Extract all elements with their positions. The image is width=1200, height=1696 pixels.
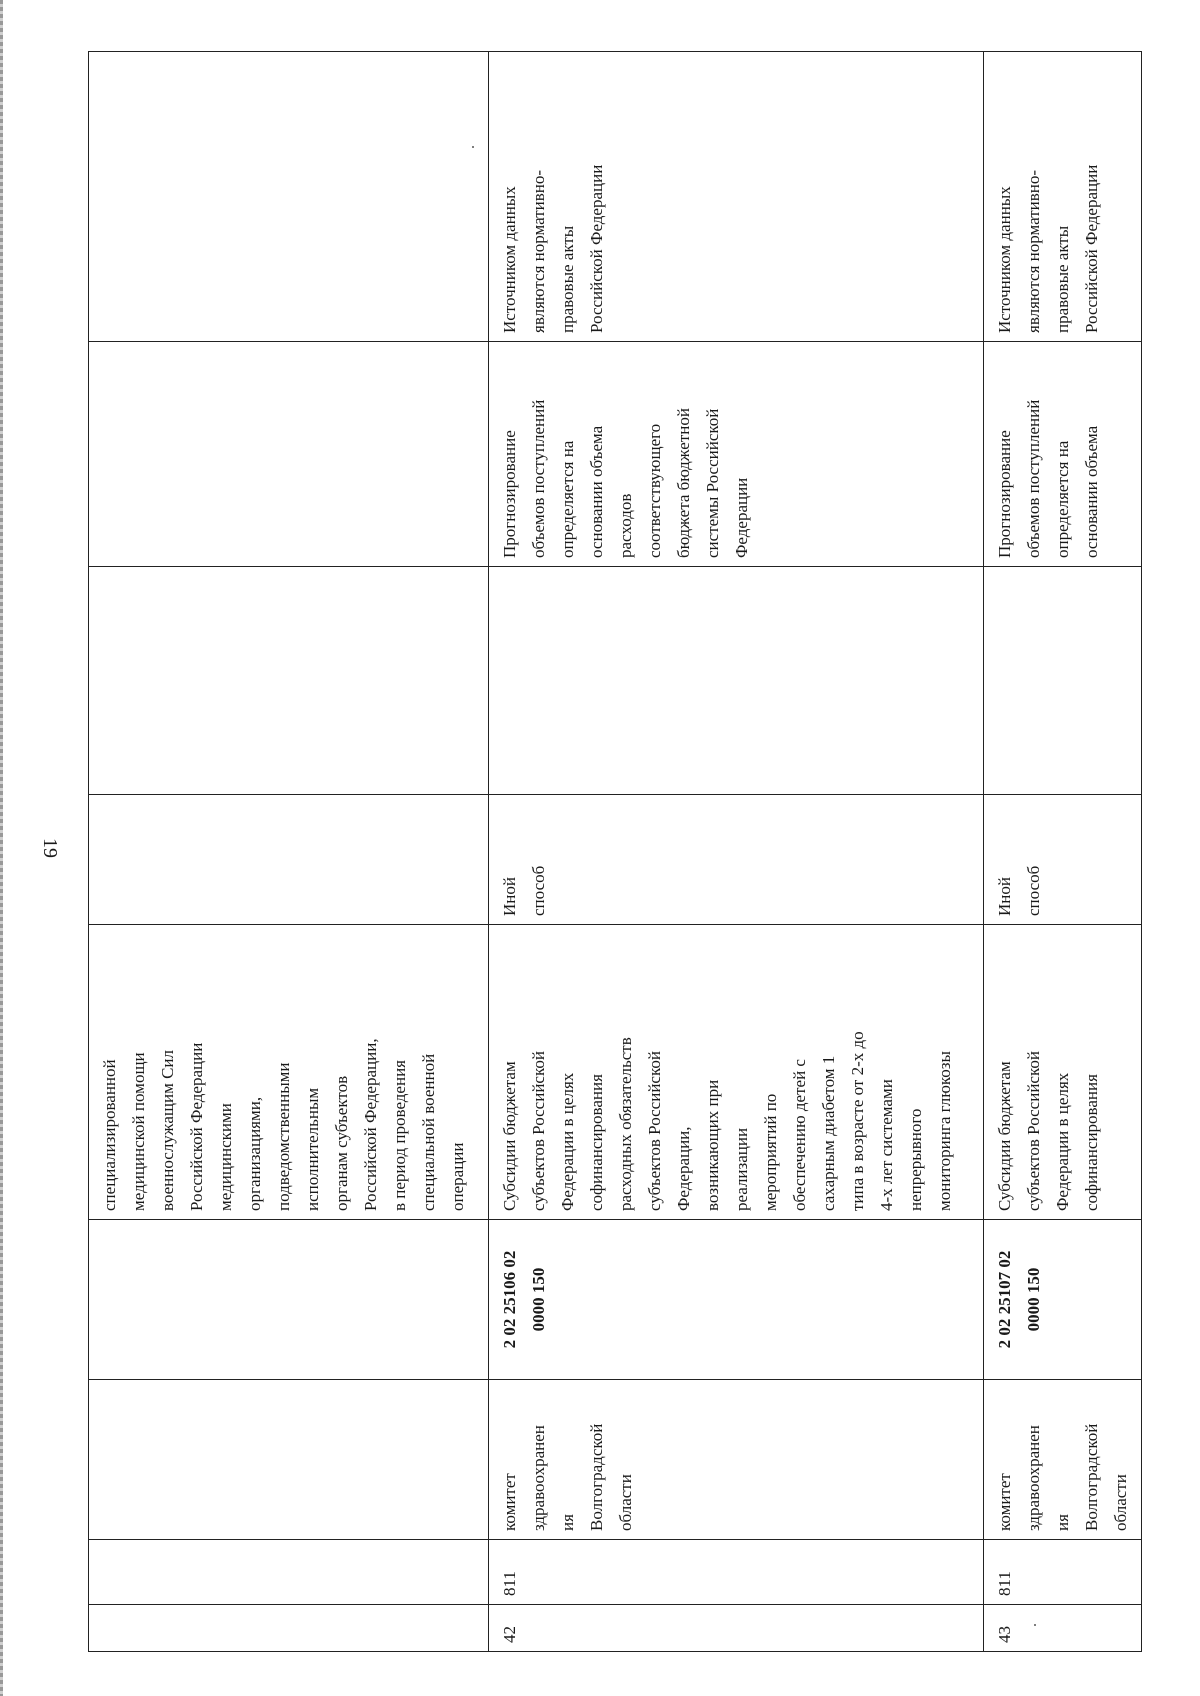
income-sources-table (88, 51, 1142, 1652)
table-row (489, 52, 984, 1652)
income-code-cell: 2 02 25107 02 0000 150 (984, 1220, 1142, 1380)
income-name-cell: Субсидии бюджетам субъектов Российской Федерации в целях софинансирования (984, 925, 1142, 1220)
page-number: 19 (39, 838, 62, 858)
table-row (89, 52, 489, 1652)
scan-speck (1034, 1624, 1036, 1626)
admin-code-cell: 811 (489, 1540, 984, 1605)
row-number-cell: 42 (489, 1605, 984, 1652)
row-number-cell (89, 1605, 489, 1652)
income-code-cell (89, 1220, 489, 1380)
source-cell: Источником данных являются нормативно- правовые акты Российской Федерации (984, 52, 1142, 342)
table-row (984, 52, 1142, 1652)
admin-code-cell (89, 1540, 489, 1605)
admin-name-cell (89, 1380, 489, 1540)
source-cell: Источником данных являются нормативно- правовые акты Российской Федерации (489, 52, 984, 342)
method-cell: Иной способ (984, 795, 1142, 925)
income-code-cell: 2 02 25106 02 0000 150 (489, 1220, 984, 1380)
algorithm-cell (89, 567, 489, 795)
admin-name-cell: комитет здравоохранен ия Волгоградской области (489, 1380, 984, 1540)
algorithm-cell (984, 567, 1142, 795)
income-name-cell: специализированной медицинской помощи военнослужащим Сил Российской Федерации медицинскими организациями, подведомственными исполнительным органам субъектов Российской Федерации, в период проведения специальной военной операции (89, 925, 489, 1220)
method-cell: Иной способ (489, 795, 984, 925)
scan-speck (472, 146, 474, 148)
row-number-cell: 43 (984, 1605, 1142, 1652)
source-cell (89, 52, 489, 342)
income-name-cell: Субсидии бюджетам субъектов Российской Федерации в целях софинансирования расходных обязательств субъектов Российской Федерации, возникающих при реализации мероприятий по обеспечению детей с сахарным диабетом 1 типа в возрасте от 2-х до 4-х лет системами непрерывного мониторинга глюкозы (489, 925, 984, 1220)
description-cell: Прогнозирование объемов поступлений определяется на основании объема расходов соответствующего бюджета бюджетной системы Российской Федерации (489, 342, 984, 567)
scan-edge (0, 0, 3, 1696)
description-cell (89, 342, 489, 567)
admin-code-cell: 811 (984, 1540, 1142, 1605)
rotated-table-container (88, 52, 1130, 1652)
description-cell: Прогнозирование объемов поступлений определяется на основании объема (984, 342, 1142, 567)
admin-name-cell: комитет здравоохранен ия Волгоградской области (984, 1380, 1142, 1540)
algorithm-cell (489, 567, 984, 795)
method-cell (89, 795, 489, 925)
